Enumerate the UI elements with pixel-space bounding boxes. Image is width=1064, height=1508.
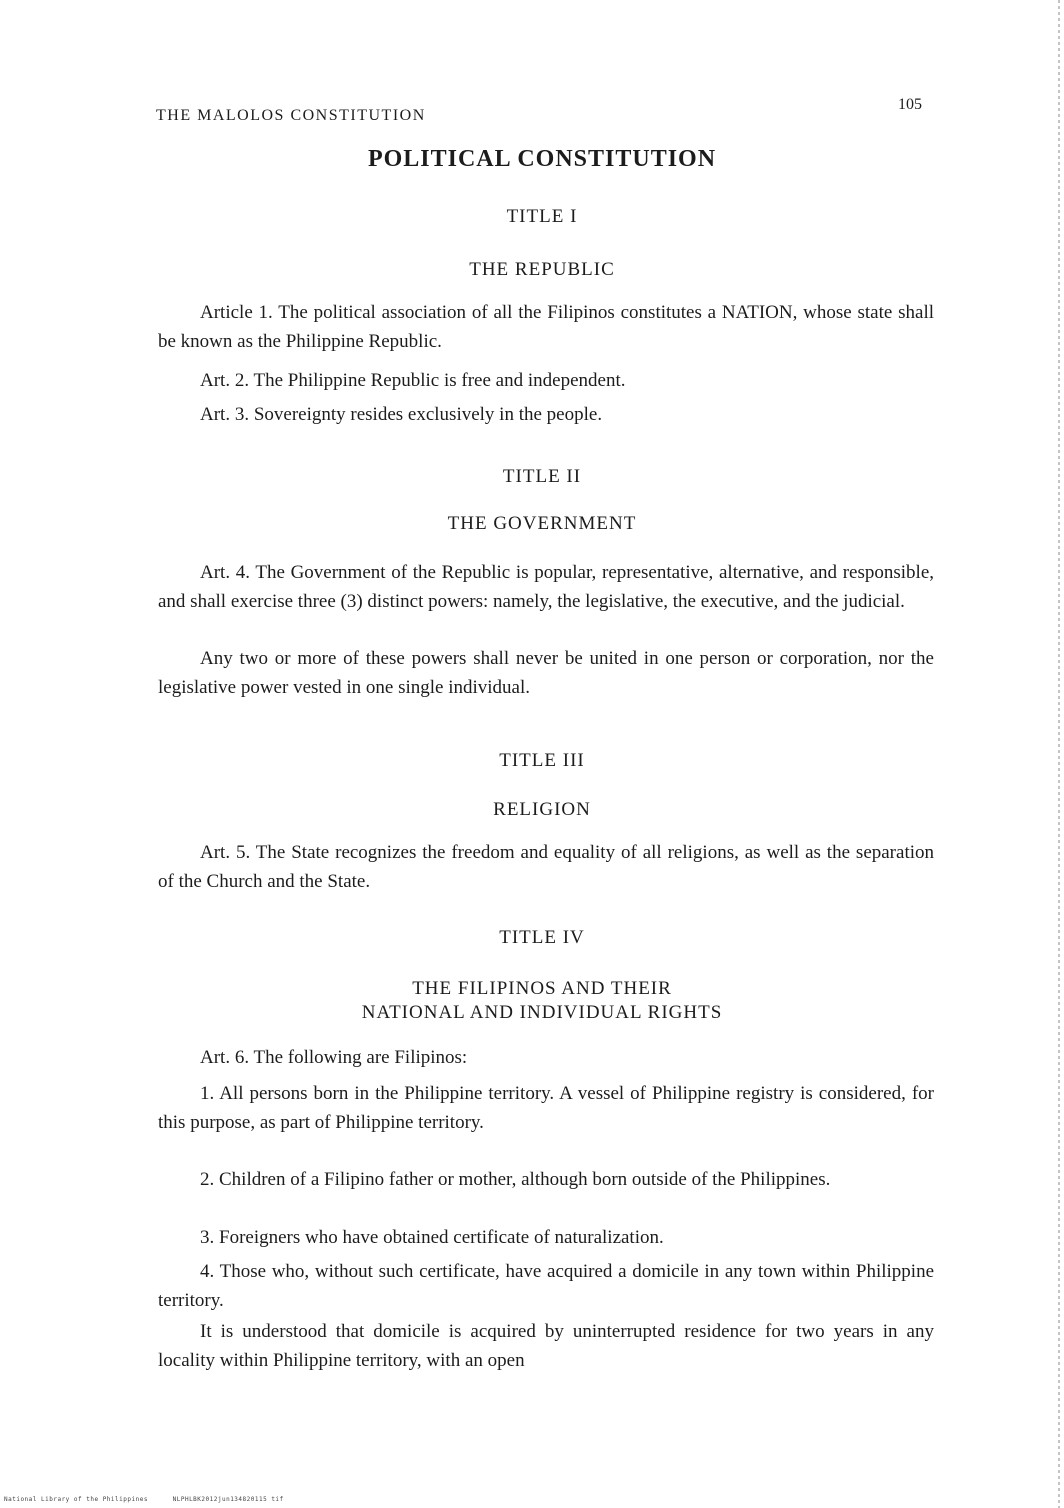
- title-1-label: TITLE I: [506, 206, 578, 227]
- title-3-heading: RELIGION: [493, 799, 591, 820]
- article-6-item-3: 3. Foreigners who have obtained certificate of naturalization.: [200, 1227, 664, 1248]
- title-3-label: TITLE III: [499, 750, 585, 771]
- title-2-label: TITLE II: [502, 466, 582, 487]
- article-6-domicile-note: It is understood that domicile is acquired by uninterrupted residence for two years in any locality within Philippine territory, with an open: [158, 1321, 934, 1371]
- article-3: Art. 3. Sovereignty resides exclusively in the people.: [200, 404, 603, 425]
- scan-id: NLPHLBK2012jun134820115 tif: [172, 1496, 284, 1503]
- article-6-item-2: 2. Children of a Filipino father or mother, although born outside of the Philippines.: [200, 1169, 831, 1190]
- title-2-heading: THE GOVERNMENT: [447, 513, 637, 534]
- article-6-item-4: 4. Those who, without such certificate, have acquired a domicile in any town within Philippine territory.: [158, 1261, 934, 1311]
- article-1: Article 1. The political association of all the Filipinos constitutes a NATION, whose state shall be known as the Philippine Republic.: [158, 302, 934, 352]
- article-4-continued: Any two or more of these powers shall never be united in one person or corporation, nor the legislative power vested in one single individual.: [158, 648, 934, 698]
- article-6: Art. 6. The following are Filipinos:: [200, 1047, 468, 1068]
- article-4: Art. 4. The Government of the Republic is popular, representative, alternative, and responsible, and shall exercise three (3) distinct powers: namely, the legislative, the executive, and the judicial.: [158, 562, 934, 612]
- scan-label: National Library of the Philippines: [4, 1496, 148, 1503]
- title-1-heading: THE REPUBLIC: [469, 259, 615, 280]
- scan-footer: [4, 1496, 284, 1503]
- title-4-heading-line1: THE FILIPINOS AND THEIR: [412, 978, 672, 999]
- running-title: THE MALOLOS CONSTITUTION: [156, 107, 426, 124]
- main-title: POLITICAL CONSTITUTION: [367, 146, 717, 172]
- title-4-heading-line2: NATIONAL AND INDIVIDUAL RIGHTS: [361, 1002, 723, 1023]
- article-6-item-1: 1. All persons born in the Philippine territory. A vessel of Philippine registry is considered, for this purpose, as part of Philippine territory.: [158, 1083, 934, 1133]
- page-number: 105: [898, 96, 922, 113]
- article-5: Art. 5. The State recognizes the freedom and equality of all religions, as well as the separation of the Church and the State.: [158, 842, 934, 892]
- title-4-label: TITLE IV: [499, 927, 585, 948]
- article-2: Art. 2. The Philippine Republic is free and independent.: [200, 370, 626, 391]
